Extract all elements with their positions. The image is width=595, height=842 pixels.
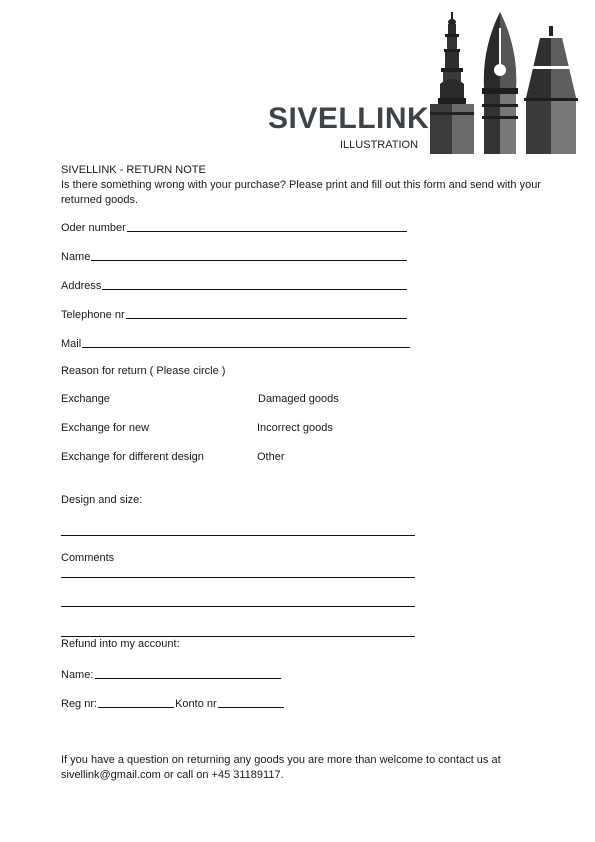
pencil-icon [524,26,578,154]
bank-field[interactable] [61,696,284,710]
address-field[interactable] [61,278,407,292]
telephone-field[interactable] [61,307,407,321]
reason-heading: Reason for return ( Please circle ) [61,365,226,377]
name-field[interactable] [61,249,407,263]
order-number-line[interactable] [127,231,407,232]
konto-nr-line[interactable] [218,707,284,708]
form-title: SIVELLINK - RETURN NOTE [61,164,206,176]
telephone-label: Telephone nr [61,309,125,321]
logo-illustration-icon [428,8,580,154]
brand-name: SIVELLINK [268,102,430,135]
reason-option-different-design[interactable]: Exchange for different design [61,451,204,463]
design-size-line[interactable] [61,535,415,536]
comments-line-3[interactable] [61,636,415,637]
design-size-label: Design and size: [61,494,143,506]
comments-label: Comments [61,552,115,564]
refund-heading: Refund into my account: [61,638,180,650]
mail-label: Mail [61,338,82,350]
contact-text: If you have a question on returning any goods you are more than welcome to contact us at sivellink@gmail.com or call on +45 31189117. [61,754,501,781]
refund-name-field[interactable] [61,667,281,681]
konto-nr-label: Konto nr [175,698,217,710]
brand-subtitle: ILLUSTRATION [340,139,419,151]
refund-name-label: Name: [61,669,94,681]
mail-field[interactable] [61,336,410,350]
tower-icon [430,12,474,154]
comments-line-1[interactable] [61,577,415,578]
order-number-label: Oder number [61,222,126,234]
name-line[interactable] [91,260,407,261]
intro-block [61,163,561,208]
comments-line-2[interactable] [61,606,415,607]
refund-name-line[interactable] [95,678,281,679]
reason-option-damaged[interactable]: Damaged goods [258,393,339,405]
name-label: Name [61,251,91,263]
reason-option-exchange-new[interactable]: Exchange for new [61,422,150,434]
pen-nib-icon [482,12,518,154]
address-label: Address [61,280,102,292]
reason-option-exchange[interactable]: Exchange [61,393,110,405]
reason-option-incorrect[interactable]: Incorrect goods [257,422,333,434]
reason-option-other[interactable]: Other [257,451,285,463]
intro-text: Is there something wrong with your purchase? Please print and fill out this form and send with your returned goods. [61,179,541,206]
order-number-field[interactable] [61,220,407,234]
mail-line[interactable] [82,347,410,348]
reg-nr-line[interactable] [98,707,174,708]
address-line[interactable] [102,289,407,290]
reg-nr-label: Reg nr: [61,698,98,710]
telephone-line[interactable] [126,318,407,319]
